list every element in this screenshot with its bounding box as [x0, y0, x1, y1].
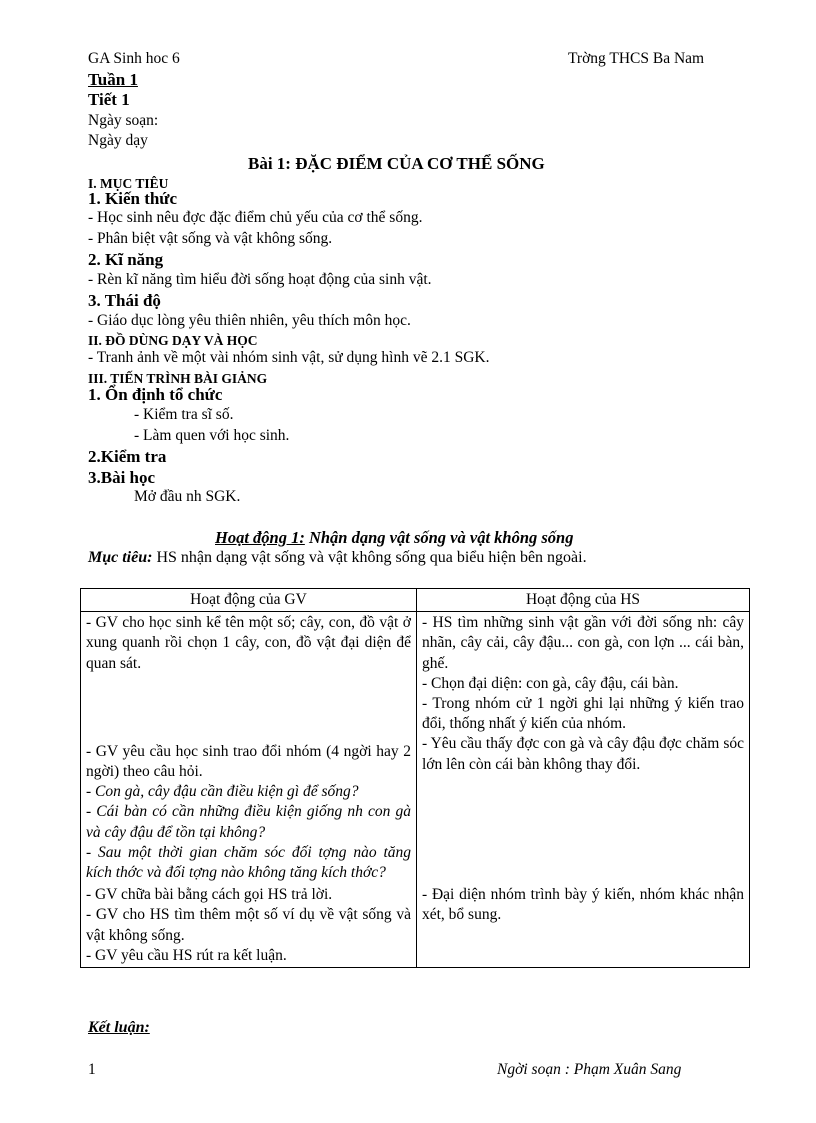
section-materials: II. ĐỒ DÙNG DẠY VÀ HỌC — [88, 333, 258, 348]
table-header-gv: Hoạt động của GV — [81, 589, 417, 612]
section-attitude: 3. Thái độ — [88, 291, 161, 310]
gv-question: - Cái bàn có cần những điều kiện giống nh con gà và cây đậu để tồn tại không? — [86, 803, 411, 841]
section-skills: 2. Kĩ năng — [88, 250, 164, 269]
step2-heading: 2.Kiểm tra — [88, 447, 167, 466]
hs-item: - Chọn đại diện: con gà, cây đậu, cái bàn. — [422, 674, 679, 692]
section-knowledge: 1. Kiến thức — [88, 189, 178, 208]
gv-question: - Sau một thời gian chăm sóc đối tợng nào tăng kích thớc và đối tợng nào không tăng kích thớc? — [86, 843, 411, 882]
gv-column — [81, 612, 417, 968]
lesson-title: Bài 1: ĐẶC ĐIỂM CỦA CƠ THỂ SỐNG — [248, 154, 545, 173]
attitude-item: - Giáo dục lòng yêu thiên nhiên, yêu thích môn học. — [88, 312, 411, 329]
activity-title-label: Hoạt động 1: — [215, 528, 305, 547]
gv-group: - GV yêu cầu học sinh trao đổi nhóm (4 ngời hay 2 ngời) theo câu hỏi. — [86, 742, 411, 781]
week-label: Tuần 1 — [88, 70, 138, 89]
footer-page-number: 1 — [88, 1061, 96, 1078]
step1-item: - Làm quen với học sinh. — [134, 427, 290, 444]
gv-intro: - GV cho học sinh kể tên một số; cây, con, đồ vật ở xung quanh rồi chọn 1 cây, con, đồ vật đại diện để quan sát. — [86, 614, 411, 672]
header-left: GA Sinh hoc 6 — [88, 50, 180, 67]
hs-item: - Yêu cầu thấy đợc con gà và cây đậu đợc chăm sóc lớn lên còn cái bàn không thay đổi. — [422, 735, 744, 773]
knowledge-item: - Phân biệt vật sống và vật không sống. — [88, 230, 333, 247]
conclusion-label: Kết luận: — [88, 1019, 150, 1036]
materials-item: - Tranh ảnh về một vài nhóm sinh vật, sử dụng hình vẽ 2.1 SGK. — [88, 349, 490, 366]
activity-title-text: Nhận dạng vật sống và vật không sống — [304, 528, 574, 547]
hs-item: - HS tìm những sinh vật gần với đời sống nh: cây nhãn, cây cải, cây đậu... con gà, con lợn ... cái bàn, ghế. — [422, 614, 744, 672]
activity-goal-label: Mục tiêu: — [88, 549, 153, 566]
step1-heading: 1. Ổn định tổ chức — [88, 385, 223, 404]
activity-goal — [88, 549, 587, 567]
period-label: Tiết 1 — [88, 90, 130, 109]
skills-item: - Rèn kĩ năng tìm hiểu đời sống hoạt động của sinh vật. — [88, 271, 432, 288]
step1-item: - Kiểm tra sĩ số. — [134, 406, 234, 423]
table-header-hs: Hoạt động của HS — [417, 589, 750, 612]
step3-text: Mở đầu nh SGK. — [134, 488, 241, 505]
hs-final: - Đại diện nhóm trình bày ý kiến, nhóm khác nhận xét, bổ sung. — [422, 885, 744, 924]
gv-final: - GV cho HS tìm thêm một số ví dụ về vật sống và vật không sống. — [86, 906, 411, 944]
activity-title — [215, 529, 573, 548]
table-row — [81, 612, 750, 968]
section-process: III. TIẾN TRÌNH BÀI GIẢNG — [88, 371, 268, 386]
activity-goal-text: HS nhận dạng vật sống và vật không sống qua biểu hiện bên ngoài. — [152, 549, 587, 566]
hs-column — [417, 612, 750, 968]
table-header-row — [81, 589, 750, 612]
activity-table — [80, 588, 750, 968]
hs-item: - Trong nhóm cử 1 ngời ghi lại những ý kiến trao đổi, thống nhất ý kiến của nhóm. — [422, 695, 744, 733]
gv-final: - GV chữa bài bằng cách gọi HS trả lời. — [86, 886, 333, 904]
section-objectives: I. MỤC TIÊU — [88, 176, 169, 191]
gv-question: - Con gà, cây đậu cần điều kiện gì để sống? — [86, 783, 359, 801]
teach-date: Ngày dạy — [88, 132, 148, 149]
footer-author: Ngời soạn : Phạm Xuân Sang — [497, 1061, 682, 1078]
prep-date: Ngày soạn: — [88, 112, 159, 129]
step3-heading: 3.Bài học — [88, 468, 156, 487]
header-right: Trờng THCS Ba Nam — [568, 50, 705, 67]
knowledge-item: - Học sinh nêu đợc đặc điểm chủ yếu của cơ thể sống. — [88, 209, 423, 226]
gv-final: - GV yêu cầu HS rút ra kết luận. — [86, 946, 287, 964]
